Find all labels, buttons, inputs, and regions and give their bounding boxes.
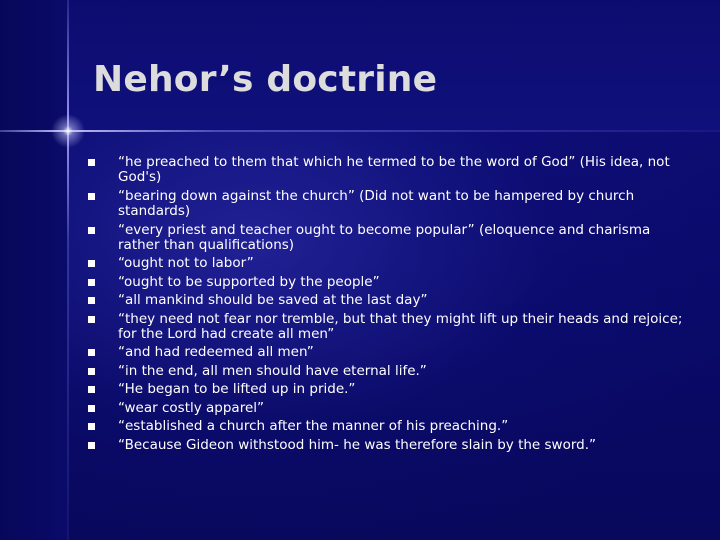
bullet-text: “all mankind should be saved at the last day” bbox=[118, 292, 428, 309]
square-bullet-icon bbox=[88, 349, 95, 356]
bullet-item bbox=[86, 401, 686, 416]
bullet-item bbox=[86, 223, 686, 254]
square-bullet-icon bbox=[88, 442, 95, 449]
slide-title: Nehor’s doctrine bbox=[93, 59, 438, 100]
square-bullet-icon bbox=[88, 297, 95, 304]
square-bullet-icon bbox=[88, 193, 95, 200]
square-bullet-icon bbox=[88, 227, 95, 234]
left-panel bbox=[0, 0, 68, 540]
bullet-item bbox=[86, 382, 686, 397]
bullet-text: “he preached to them that which he termed to be the word of God” (His idea, not God's) bbox=[118, 154, 670, 186]
bullet-item bbox=[86, 155, 686, 186]
square-bullet-icon bbox=[88, 279, 95, 286]
bullet-item bbox=[86, 256, 686, 271]
square-bullet-icon bbox=[88, 386, 95, 393]
bullet-text: “Because Gideon withstood him- he was therefore slain by the sword.” bbox=[118, 436, 597, 453]
bullet-text: “established a church after the manner of his preaching.” bbox=[118, 418, 509, 435]
bullet-text: “every priest and teacher ought to become popular” (eloquence and charisma rather than qualifications) bbox=[118, 221, 651, 254]
square-bullet-icon bbox=[88, 316, 95, 323]
bullet-text: “ought not to labor” bbox=[118, 255, 254, 272]
square-bullet-icon bbox=[88, 159, 95, 166]
bullet-text: “in the end, all men should have eternal life.” bbox=[118, 362, 427, 379]
bullet-text: “and had redeemed all men” bbox=[118, 344, 314, 361]
bullet-text: “ought to be supported by the people” bbox=[118, 273, 380, 290]
bullet-text: “He began to be lifted up in pride.” bbox=[118, 381, 356, 398]
square-bullet-icon bbox=[88, 423, 95, 430]
bullet-item bbox=[86, 419, 686, 434]
bullet-text: “wear costly apparel” bbox=[118, 399, 265, 416]
bullet-text: “bearing down against the church” (Did not want to be hampered by church standards) bbox=[118, 187, 635, 220]
square-bullet-icon bbox=[88, 405, 95, 412]
square-bullet-icon bbox=[88, 368, 95, 375]
bullet-item bbox=[86, 438, 686, 453]
horizontal-accent-line bbox=[0, 130, 720, 132]
bullet-item bbox=[86, 312, 686, 343]
bullet-item bbox=[86, 275, 686, 290]
bullet-item bbox=[86, 189, 686, 220]
bullet-item bbox=[86, 345, 686, 360]
bullet-text: “they need not fear nor tremble, but that they might lift up their heads and rejoice; for the Lord had create all men” bbox=[118, 310, 683, 343]
sparkle-decoration bbox=[48, 111, 88, 151]
bullet-item bbox=[86, 293, 686, 308]
square-bullet-icon bbox=[88, 260, 95, 267]
bullet-item bbox=[86, 364, 686, 379]
vertical-accent-line bbox=[67, 0, 69, 540]
bullet-list bbox=[86, 155, 686, 456]
